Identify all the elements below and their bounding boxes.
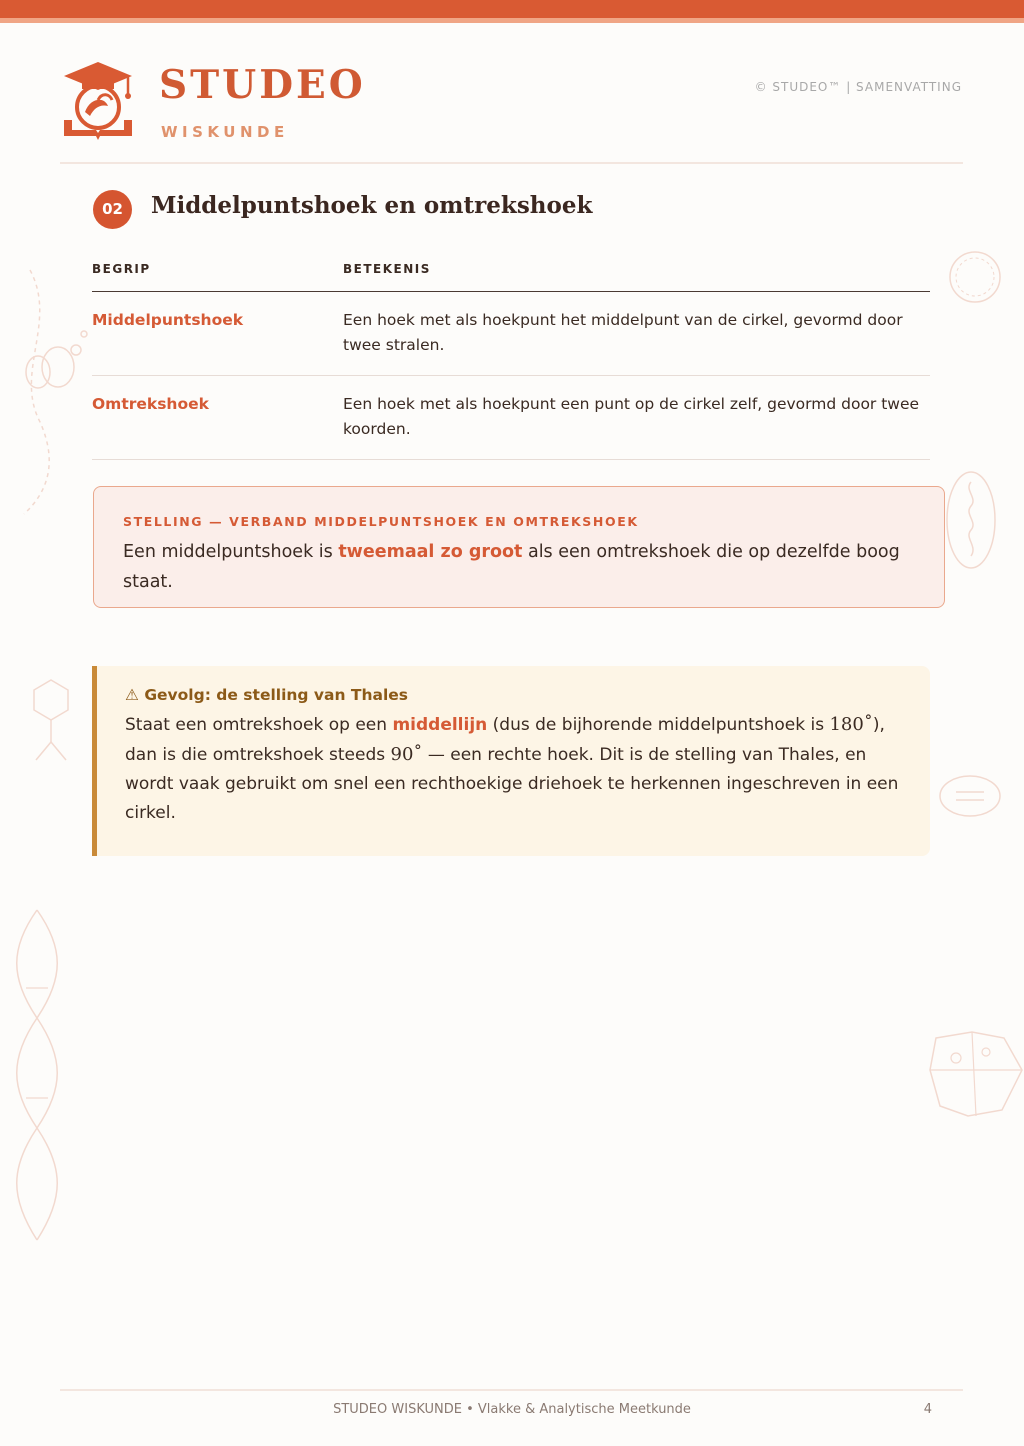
top-accent-bar	[0, 0, 1024, 18]
consequence-text-part1: Staat een omtrekshoek op een	[125, 715, 393, 735]
meaning-cell: Een hoek met als hoekpunt een punt op de cirkel zelf, gevormd door twee koorden.	[343, 395, 920, 438]
consequence-text	[125, 710, 904, 828]
copyright-notice: © STUDEO™ | SAMENVATTING	[754, 80, 962, 94]
theorem-text	[123, 537, 930, 597]
brand-name: STUDEO	[159, 62, 366, 108]
consequence-text-part2: (dus de bijhorende middelpuntshoek is	[487, 715, 830, 735]
math-180-degrees: 180˚	[829, 714, 873, 735]
meaning-cell: Een hoek met als hoekpunt het middelpunt van de cirkel, gevormd door twee stralen.	[343, 311, 903, 354]
consequence-highlight: middellijn	[392, 715, 488, 735]
decorative-mitochondria-icon	[944, 470, 998, 570]
decorative-molecule-icon	[18, 262, 90, 522]
consequence-text-part3: ), dan is die omtrekshoek steeds	[125, 715, 885, 765]
table-header	[92, 255, 930, 292]
decorative-map-icon	[928, 1030, 1024, 1118]
consequence-text-part4: — een rechte hoek. Dit is de stelling van Thales, en wordt vaak gebruikt om snel een rechthoekige driehoek te herkennen ingeschreven in een cirkel.	[125, 745, 899, 823]
column-header-begrip: BEGRIP	[92, 262, 151, 276]
section-number-badge: 02	[93, 190, 132, 229]
decorative-ellipse-icon	[938, 774, 1002, 818]
consequence-callout	[92, 666, 930, 856]
column-header-betekenis: BETEKENIS	[343, 262, 431, 276]
footer-text: STUDEO WISKUNDE • Vlakke & Analytische Meetkunde	[333, 1402, 691, 1417]
brand-subject: WISKUNDE	[161, 123, 289, 141]
theorem-text-start: Een middelpuntshoek is	[123, 542, 339, 562]
footer-divider	[60, 1389, 963, 1391]
definitions-table	[92, 255, 930, 460]
warning-icon: ⚠	[125, 686, 139, 704]
consequence-title: Gevolg: de stelling van Thales	[144, 686, 409, 704]
theorem-text-end: als een omtrekshoek die op dezelfde boog staat.	[123, 542, 900, 592]
section-title: Middelpuntshoek en omtrekshoek	[151, 192, 593, 219]
math-90-degrees: 90˚	[390, 744, 423, 765]
decorative-cell-icon	[948, 250, 1002, 304]
decorative-figure-icon	[28, 678, 74, 768]
top-accent-stripe	[0, 18, 1024, 23]
page-number: 4	[923, 1402, 932, 1417]
table-row	[92, 376, 930, 460]
term-cell: Omtrekshoek	[92, 395, 209, 413]
decorative-dna-icon	[10, 908, 64, 1242]
table-row	[92, 292, 930, 376]
consequence-label	[125, 686, 904, 704]
theorem-label: STELLING — VERBAND MIDDELPUNTSHOEK EN OMTREKSHOEK	[123, 514, 639, 529]
theorem-box	[93, 486, 945, 608]
term-cell: Middelpuntshoek	[92, 311, 244, 329]
theorem-highlight: tweemaal zo groot	[338, 542, 523, 562]
graduation-book-logo-icon	[60, 60, 136, 142]
header-divider	[60, 162, 963, 164]
